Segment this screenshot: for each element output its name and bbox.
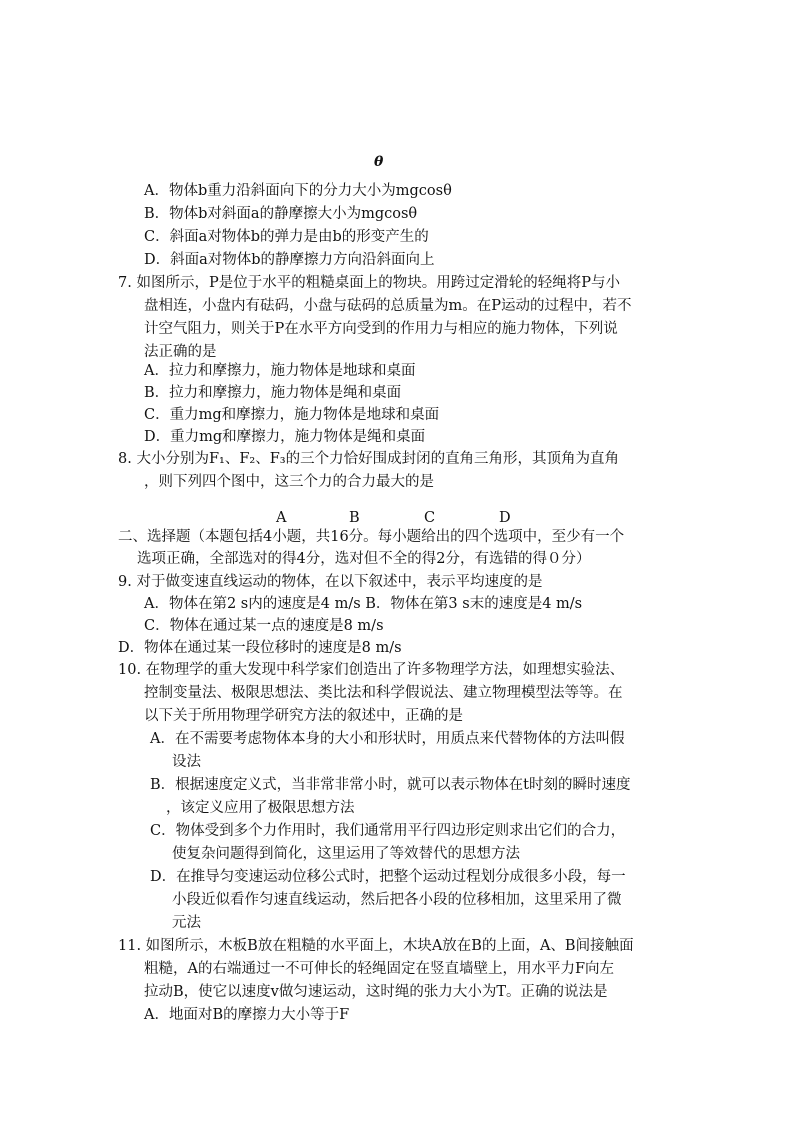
q8-figure-label-c: C	[424, 510, 436, 526]
q7-option-b: B．拉力和摩擦力，施力物体是绳和桌面	[144, 385, 402, 401]
section-2-heading: 二、选择题（本题包括4小题，共16分。每小题给出的四个选项中，至少有一个	[118, 529, 625, 545]
q9-options-ab: A．物体在第2 s内的速度是4 m/s B．物体在第3 s末的速度是4 m/s	[144, 596, 583, 612]
q10-option-c: C．物体受到多个力作用时，我们通常用平行四边形定则求出它们的合力，	[150, 823, 626, 839]
q10-option-d: D．在推导匀变速运动位移公式时，把整个运动过程划分成很多小段，每一	[150, 869, 626, 885]
q6-option-d: D．斜面a对物体b的静摩擦力方向沿斜面向上	[144, 252, 435, 268]
q9-option-d: D．物体在通过某一段位移时的速度是8 m/s	[118, 640, 402, 656]
q9-option-c: C．物体在通过某一点的速度是8 m/s	[144, 618, 384, 634]
q10-option-d-cont-2: 元法	[172, 915, 201, 931]
q7-stem-line-3: 计空气阻力，则关于P在水平方向受到的作用力与相应的施力物体，下列说	[144, 321, 618, 337]
q11-stem-line-1: 11. 如图所示，木板B放在粗糙的水平面上，木块A放在B的上面，A、B间接触面	[118, 938, 634, 954]
q10-option-b: B．根据速度定义式，当非常非常小时，就可以表示物体在t时刻的瞬时速度	[150, 777, 631, 793]
q8-stem-line-2: ，则下列四个图中，这三个力的合力最大的是	[144, 474, 434, 490]
q8-stem-line-1: 8. 大小分别为F₁、F₂、F₃的三个力恰好围成封闭的直角三角形，其顶角为直角	[118, 451, 620, 467]
q7-option-a: A．拉力和摩擦力，施力物体是地球和桌面	[144, 363, 416, 379]
section-2-heading-cont: 选项正确，全部选对的得4分，选对但不全的得2分，有选错的得０分）	[137, 551, 591, 567]
q6-option-b: B．物体b对斜面a的静摩擦大小为mgcosθ	[144, 206, 418, 222]
q6-option-c: C．斜面a对物体b的弹力是由b的形变产生的	[144, 229, 429, 245]
q7-stem-line-4: 法正确的是	[144, 344, 217, 360]
q6-option-a: A．物体b重力沿斜面向下的分力大小为mgcosθ	[144, 183, 452, 199]
q7-option-c: C．重力mg和摩擦力，施力物体是地球和桌面	[144, 407, 440, 423]
q10-option-a-cont: 设法	[172, 754, 201, 770]
q7-stem-line-2: 盘相连，小盘内有砝码，小盘与砝码的总质量为m。在P运动的过程中，若不	[144, 298, 632, 314]
q11-option-a: A．地面对B的摩擦力大小等于F	[144, 1007, 350, 1023]
q8-figure-label-b: B	[349, 510, 360, 526]
q7-stem-line-1: 7. 如图所示，P是位于水平的粗糙桌面上的物块。用跨过定滑轮的轻绳将P与小	[118, 275, 620, 291]
q10-option-c-cont: 使复杂问题得到简化，这里运用了等效替代的思想方法	[172, 846, 520, 862]
q9-stem: 9. 对于做变速直线运动的物体，在以下叙述中，表示平均速度的是	[118, 574, 543, 590]
q11-stem-line-3: 拉动B，使它以速度v做匀速运动，这时绳的张力大小为T。正确的说法是	[144, 984, 608, 1000]
q10-stem-line-2: 控制变量法、极限思想法、类比法和科学假说法、建立物理模型法等等。在	[144, 685, 623, 701]
q10-stem-line-3: 以下关于所用物理学研究方法的叙述中，正确的是	[144, 708, 463, 724]
q7-option-d: D．重力mg和摩擦力，施力物体是绳和桌面	[144, 429, 426, 445]
q10-option-a: A．在不需要考虑物体本身的大小和形状时，用质点来代替物体的方法叫假	[150, 731, 625, 747]
q8-figure-label-a: A	[276, 510, 287, 526]
q10-option-d-cont: 小段近似看作匀速直线运动，然后把各小段的位移相加，这里采用了微	[172, 892, 622, 908]
q8-figure-label-d: D	[499, 510, 511, 526]
q11-stem-line-2: 粗糙，A的右端通过一不可伸长的轻绳固定在竖直墙壁上，用水平力F向左	[144, 961, 615, 977]
q10-stem-line-1: 10. 在物理学的重大发现中科学家们创造出了许多物理学方法，如理想实验法、	[118, 662, 625, 678]
q10-option-b-cont: ，该定义应用了极限思想方法	[166, 800, 355, 816]
figure-theta-label: θ	[374, 154, 384, 170]
